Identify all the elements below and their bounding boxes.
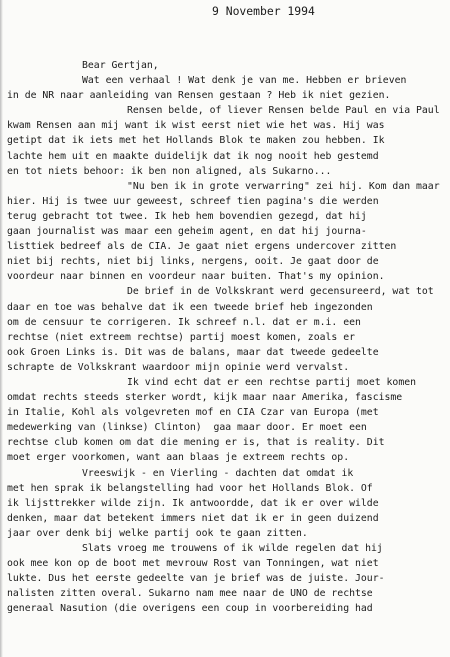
letter-line: Slats vroeg me trouwens of ik wilde regelen dat hij <box>82 543 383 554</box>
letter-date: 9 November 1994 <box>212 4 315 18</box>
letter-line: ook mee kon op de boot met mevrouw Rost van Tonningen, wat niet <box>7 558 379 570</box>
letter-line: omdat rechts steeds sterker wordt, kijk maar naar Amerika, fascisme <box>7 392 403 404</box>
letter-line: denken, maar dat betekent immers niet dat ik er in geen duizend <box>7 512 379 524</box>
letter-line: Ik vind echt dat er een rechtse partij moet komen <box>127 376 417 388</box>
letter-line: rechtse club komen om dat die mening er is, that is reality. Dit <box>7 437 385 449</box>
letter-line: terug gebracht tot twee. Ik heb hem bovendien gezegd, dat hij <box>7 210 367 222</box>
letter-line: om de censuur te corrigeren. Ik schreef n.l. dat er m.i. een <box>7 316 361 328</box>
letter-line: listtiek bedreef als de CIA. Je gaat niet ergens undercover zitten <box>7 241 397 253</box>
letter-line: lachte hem uit en maakte duidelijk dat ik nog nooit heb gestemd <box>7 150 379 162</box>
letter-line: niet bij rechts, niet bij links, nergens, ooit. Je gaat door de <box>7 256 379 268</box>
letter-line: ik lijsttrekker wilde zijn. Ik antwoordde, dat ik er over wilde <box>7 497 379 509</box>
letter-line: lukte. Dus het eerste gedeelte van je brief was de juiste. Jour- <box>7 573 385 585</box>
letter-line: kwam Rensen aan mij want ik wist eerst niet wie het was. Hij was <box>7 120 385 132</box>
letter-line: "Nu ben ik in grote verwarring" zei hij. Kom dan maar <box>127 180 440 192</box>
letter-line: in Italie, Kohl als volgevreten mof en CIA Czar van Europa (met <box>7 407 379 419</box>
letter-body <box>0 58 446 616</box>
letter-line: moet erger voorkomen, want aan blaas je extreem rechts op. <box>7 452 350 464</box>
letter-line: Rensen belde, of liever Rensen belde Paul en via Paul <box>127 105 440 117</box>
letter-line: met hen sprak ik belangstelling had voor het Hollands Blok. Of <box>7 482 373 494</box>
letter-line: schrapte de Volkskrant waardoor mijn opinie werd vervalst. <box>7 361 350 373</box>
salutation: Bear Gertjan, <box>82 60 159 71</box>
letter-line: en tot niets behoor: ik ben non aligned, als Sukarno... <box>7 165 332 177</box>
letter-line: ook Groen Links is. Dit was de balans, maar dat tweede gedeelte <box>7 346 379 358</box>
letter-line: in de NR naar aanleiding van Rensen gestaan ? Heb ik niet gezien. <box>7 90 391 102</box>
letter-line: daar en toe was behalve dat ik een tweede brief heb ingezonden <box>7 301 373 313</box>
letter-line: Wat een verhaal ! Wat denk je van me. Hebben er brieven <box>82 75 407 87</box>
letter-line: nalisten zitten overal. Sukarno nam mee naar de UNO de rechtse <box>7 588 373 600</box>
letter-line: medewerking van (linkse) Clinton) gaa maar door. Er moet een <box>7 422 367 434</box>
letter-line: rechtse (niet extreem rechtse) partij moest komen, zoals er <box>7 331 355 343</box>
letter-line: voordeur naar binnen en voordeur naar buiten. That's my opinion. <box>7 271 385 283</box>
letter-line: hier. Hij is twee uur geweest, schreef tien pagina's die werden <box>7 195 379 207</box>
letter-line: jaar over denk bij welke partij ook te gaan zitten. <box>7 527 308 539</box>
letter-line: Vreeswijk - en Vierling - dachten dat omdat ik <box>82 467 354 479</box>
letter-line: gaan journalist was maar een geheim agent, en dat hij journa- <box>7 226 367 238</box>
letter-line: getipt dat ik iets met het Hollands Blok te maken zou hebben. Ik <box>7 135 385 147</box>
letter-line: De brief in de Volkskrant werd gecensureerd, wat tot <box>127 286 434 298</box>
letter-line: generaal Nasution (die overigens een coup in voorbereiding had <box>7 603 373 615</box>
